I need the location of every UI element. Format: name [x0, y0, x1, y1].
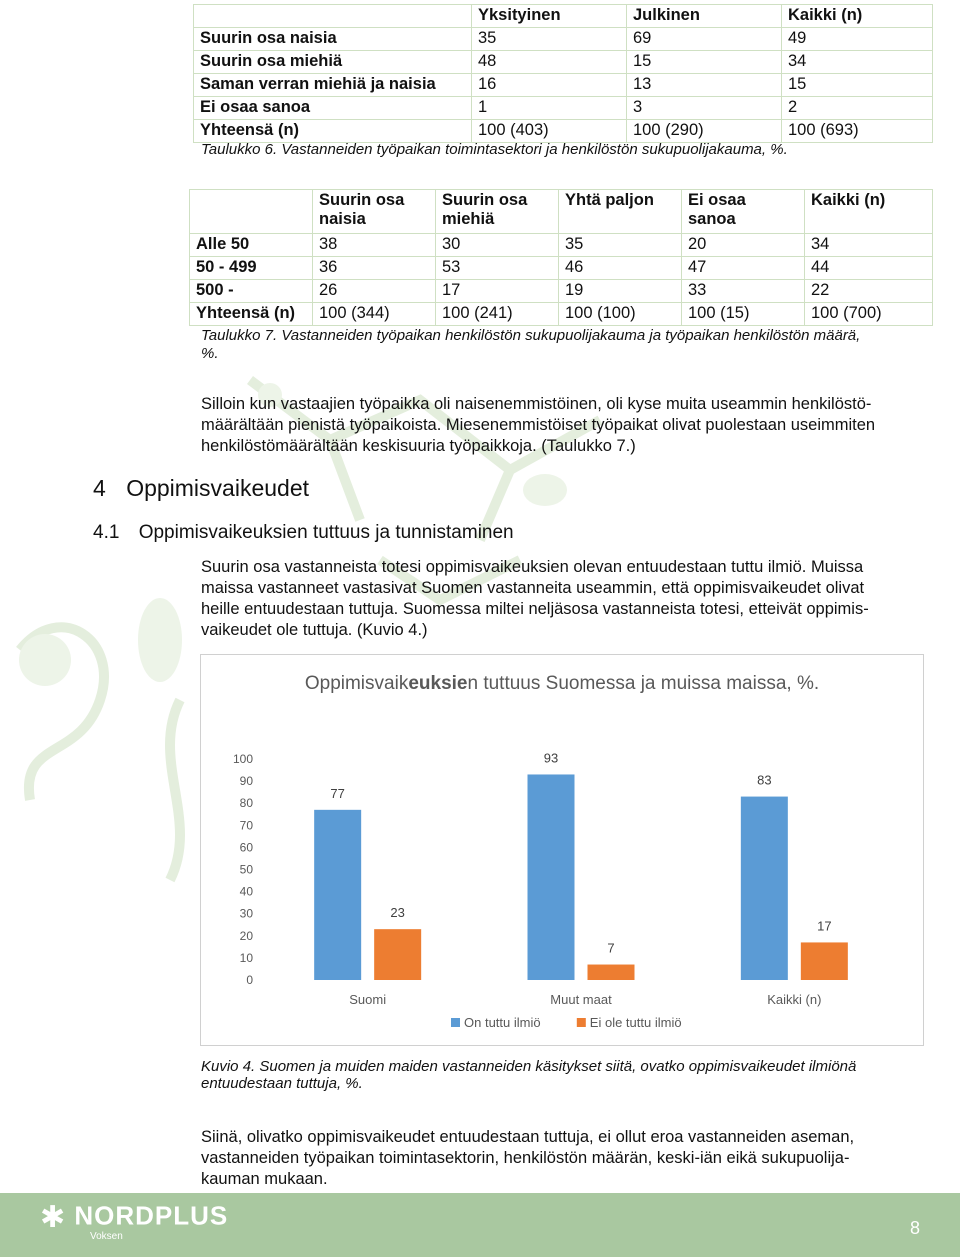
table-cell: 33: [682, 280, 805, 303]
y-tick-label: 60: [239, 840, 253, 855]
y-tick-label: 40: [239, 884, 253, 899]
y-tick-label: 80: [239, 796, 253, 811]
table-cell: [194, 5, 472, 28]
y-tick-label: 0: [246, 973, 253, 987]
table-7: [189, 189, 933, 326]
paragraph-1: [201, 394, 875, 457]
table-row: [190, 190, 933, 234]
legend-label: Ei ole tuttu ilmiö: [589, 1015, 682, 1030]
table-row: [190, 257, 933, 280]
table-cell: 100 (15): [682, 303, 805, 326]
table-cell: 35: [472, 28, 627, 51]
caption-line: entuudestaan tuttuja, %.: [201, 1075, 363, 1092]
table-cell: 22: [805, 280, 933, 303]
table-header-cell: Kaikki (n): [782, 5, 933, 28]
table-cell: 26: [313, 280, 436, 303]
data-label: 23: [390, 905, 405, 921]
header-line: Kaikki (n): [811, 191, 886, 209]
bars: [314, 750, 848, 980]
bar: [741, 797, 788, 980]
logo-star-icon: ✱: [40, 1201, 67, 1234]
table-header-cell: [682, 190, 805, 234]
heading-4: [93, 475, 309, 502]
table-6-caption: Taulukko 6. Vastanneiden työpaikan toimintasektori ja henkilöstön sukupuolijakauma, %.: [201, 141, 788, 158]
table-7-caption-line-1: Taulukko 7. Vastanneiden työpaikan henkilöstön sukupuolijakauma ja työpaikan henkilöstön määrä,: [201, 327, 861, 344]
table-cell: 46: [559, 257, 682, 280]
table-cell: 100 (241): [436, 303, 559, 326]
data-label: 7: [607, 940, 615, 956]
table-cell: 15: [782, 74, 933, 97]
figure-4-caption: [201, 1058, 856, 1092]
table-row: [194, 120, 933, 143]
table-6: [193, 4, 933, 143]
paragraph-3: [201, 1127, 854, 1190]
table-row: [194, 5, 933, 28]
table-cell: 1: [472, 97, 627, 120]
chart-title: [305, 673, 819, 694]
row-label: 500 -: [190, 280, 313, 303]
table-cell: 38: [313, 234, 436, 257]
header-line: Suurin osa: [442, 191, 528, 209]
x-category-label: Muut maat: [550, 992, 612, 1007]
paragraph-line: vaikeudet ole tuttuja. (Kuvio 4.): [201, 621, 428, 639]
chart-title-part: Oppimisvaik: [304, 673, 409, 694]
table-header-cell: Julkinen: [627, 5, 782, 28]
heading-text: Oppimisvaikeudet: [126, 475, 309, 501]
table-row: [194, 74, 933, 97]
table-row: [190, 303, 933, 326]
row-label: Suurin osa miehiä: [194, 51, 472, 74]
table-cell: 49: [782, 28, 933, 51]
table-cell: 3: [627, 97, 782, 120]
table-cell: 16: [472, 74, 627, 97]
table-header-cell: Yksityinen: [472, 5, 627, 28]
row-label: Yhteensä (n): [194, 120, 472, 143]
header-line: Ei osaa: [688, 191, 746, 209]
legend-swatch: [577, 1018, 586, 1027]
table-header-cell: [805, 190, 933, 234]
table-cell: 53: [436, 257, 559, 280]
header-line: Yhtä paljon: [565, 191, 654, 209]
bar: [314, 810, 361, 980]
row-label: Ei osaa sanoa: [194, 97, 472, 120]
table-row: [190, 234, 933, 257]
paragraph-line: Suurin osa vastanneista totesi oppimisvaikeuksien olevan entuudestaan tuttu ilmiö. Muissa: [201, 558, 864, 576]
logo-text: NORDPLUS: [74, 1200, 229, 1231]
table-cell: 36: [313, 257, 436, 280]
row-label: Suurin osa naisia: [194, 28, 472, 51]
table-cell: 47: [682, 257, 805, 280]
page-number: 8: [909, 1218, 920, 1238]
bar-chart: [201, 655, 923, 1045]
paragraph-line: kauman mukaan.: [201, 1170, 328, 1188]
table-row: [194, 28, 933, 51]
y-tick-label: 100: [232, 752, 253, 766]
chart-title-part: n tuttuus Suomessa ja muissa maissa, %.: [467, 673, 820, 694]
y-tick-label: 20: [239, 928, 253, 943]
legend-swatch: [451, 1018, 460, 1027]
bar: [801, 942, 848, 980]
legend: [451, 1015, 682, 1030]
paragraph-line: vastanneiden työpaikan toimintasektorin, henkilöstön määrän, keski-iän eikä sukupuolija-: [201, 1149, 850, 1167]
table-cell: 34: [782, 51, 933, 74]
row-label: Saman verran miehiä ja naisia: [194, 74, 472, 97]
table-cell: 20: [682, 234, 805, 257]
table-cell: 100 (290): [627, 120, 782, 143]
table-cell: 100 (700): [805, 303, 933, 326]
table-cell: 100 (100): [559, 303, 682, 326]
heading-number: 4: [93, 475, 106, 501]
table-row: [190, 280, 933, 303]
bar: [528, 774, 575, 980]
y-axis: [233, 752, 253, 987]
paragraph-line: Siinä, olivatko oppimisvaikeudet entuudestaan tuttuja, ei ollut eroa vastanneiden aseman,: [201, 1128, 855, 1146]
table-cell: 100 (693): [782, 120, 933, 143]
table-row: [194, 97, 933, 120]
paragraph-line: määrältään pienistä työpaikoista. Miesenemmistöiset työpaikat olivat puolestaan useimmiten: [201, 416, 876, 434]
table-cell: 17: [436, 280, 559, 303]
nordplus-logo: [40, 1200, 228, 1242]
table-cell: 13: [627, 74, 782, 97]
paragraph-line: henkilöstömäärältään keskisuuria työpaikkoja. (Taulukko 7.): [201, 437, 636, 455]
data-label: 77: [330, 785, 345, 801]
table-cell: 34: [805, 234, 933, 257]
y-tick-label: 30: [239, 906, 253, 921]
table-cell: 2: [782, 97, 933, 120]
paragraph-2: [201, 557, 869, 641]
table-7-caption-line-2: %.: [201, 345, 219, 362]
table-cell: 48: [472, 51, 627, 74]
table-cell: [190, 190, 313, 234]
heading-number: 4.1: [93, 522, 120, 543]
bar: [588, 965, 635, 980]
x-axis: [349, 992, 821, 1007]
heading-4-1: [93, 522, 514, 544]
logo-subtext: Voksen: [90, 1231, 123, 1242]
row-label: Yhteensä (n): [190, 303, 313, 326]
data-label: 93: [543, 750, 559, 766]
legend-label: On tuttu ilmiö: [464, 1015, 541, 1030]
y-tick-label: 50: [239, 862, 253, 877]
table-header-cell: [559, 190, 682, 234]
y-tick-label: 90: [239, 774, 253, 789]
header-line: miehiä: [442, 210, 495, 228]
chart-container: [200, 654, 924, 1046]
table-cell: 30: [436, 234, 559, 257]
table-cell: 15: [627, 51, 782, 74]
y-tick-label: 70: [239, 818, 253, 833]
table-cell: 100 (344): [313, 303, 436, 326]
table-header-cell: [436, 190, 559, 234]
bar: [374, 929, 421, 980]
x-category-label: Suomi: [349, 992, 387, 1007]
row-label: 50 - 499: [190, 257, 313, 280]
heading-text: Oppimisvaikeuksien tuttuus ja tunnistaminen: [138, 522, 514, 543]
chart-title-part: euksie: [408, 673, 468, 694]
table-cell: 19: [559, 280, 682, 303]
x-category-label: Kaikki (n): [767, 992, 822, 1007]
caption-line: Kuvio 4. Suomen ja muiden maiden vastanneiden käsitykset siitä, ovatko oppimisvaikeudet ilmiönä: [201, 1058, 857, 1075]
paragraph-line: heille entuudestaan tuttuja. Suomessa miltei neljäsosa vastanneista totesi, etteivät oppimis-: [201, 600, 869, 618]
paragraph-line: maissa vastanneet vastasivat Suomen vastanneita useammin, että oppimisvaikeudet olivat: [201, 579, 865, 597]
row-label: Alle 50: [190, 234, 313, 257]
header-line: sanoa: [688, 210, 736, 228]
data-label: 17: [817, 918, 832, 934]
table-cell: 44: [805, 257, 933, 280]
header-line: Suurin osa: [319, 191, 405, 209]
paragraph-line: Silloin kun vastaajien työpaikka oli naisenemmistöinen, oli kyse muita useammin henkilöstö-: [201, 395, 872, 413]
table-cell: 100 (403): [472, 120, 627, 143]
header-line: naisia: [319, 210, 366, 228]
table-header-cell: [313, 190, 436, 234]
table-cell: 69: [627, 28, 782, 51]
data-label: 83: [757, 772, 772, 788]
table-cell: 35: [559, 234, 682, 257]
table-row: [194, 51, 933, 74]
y-tick-label: 10: [239, 950, 253, 965]
